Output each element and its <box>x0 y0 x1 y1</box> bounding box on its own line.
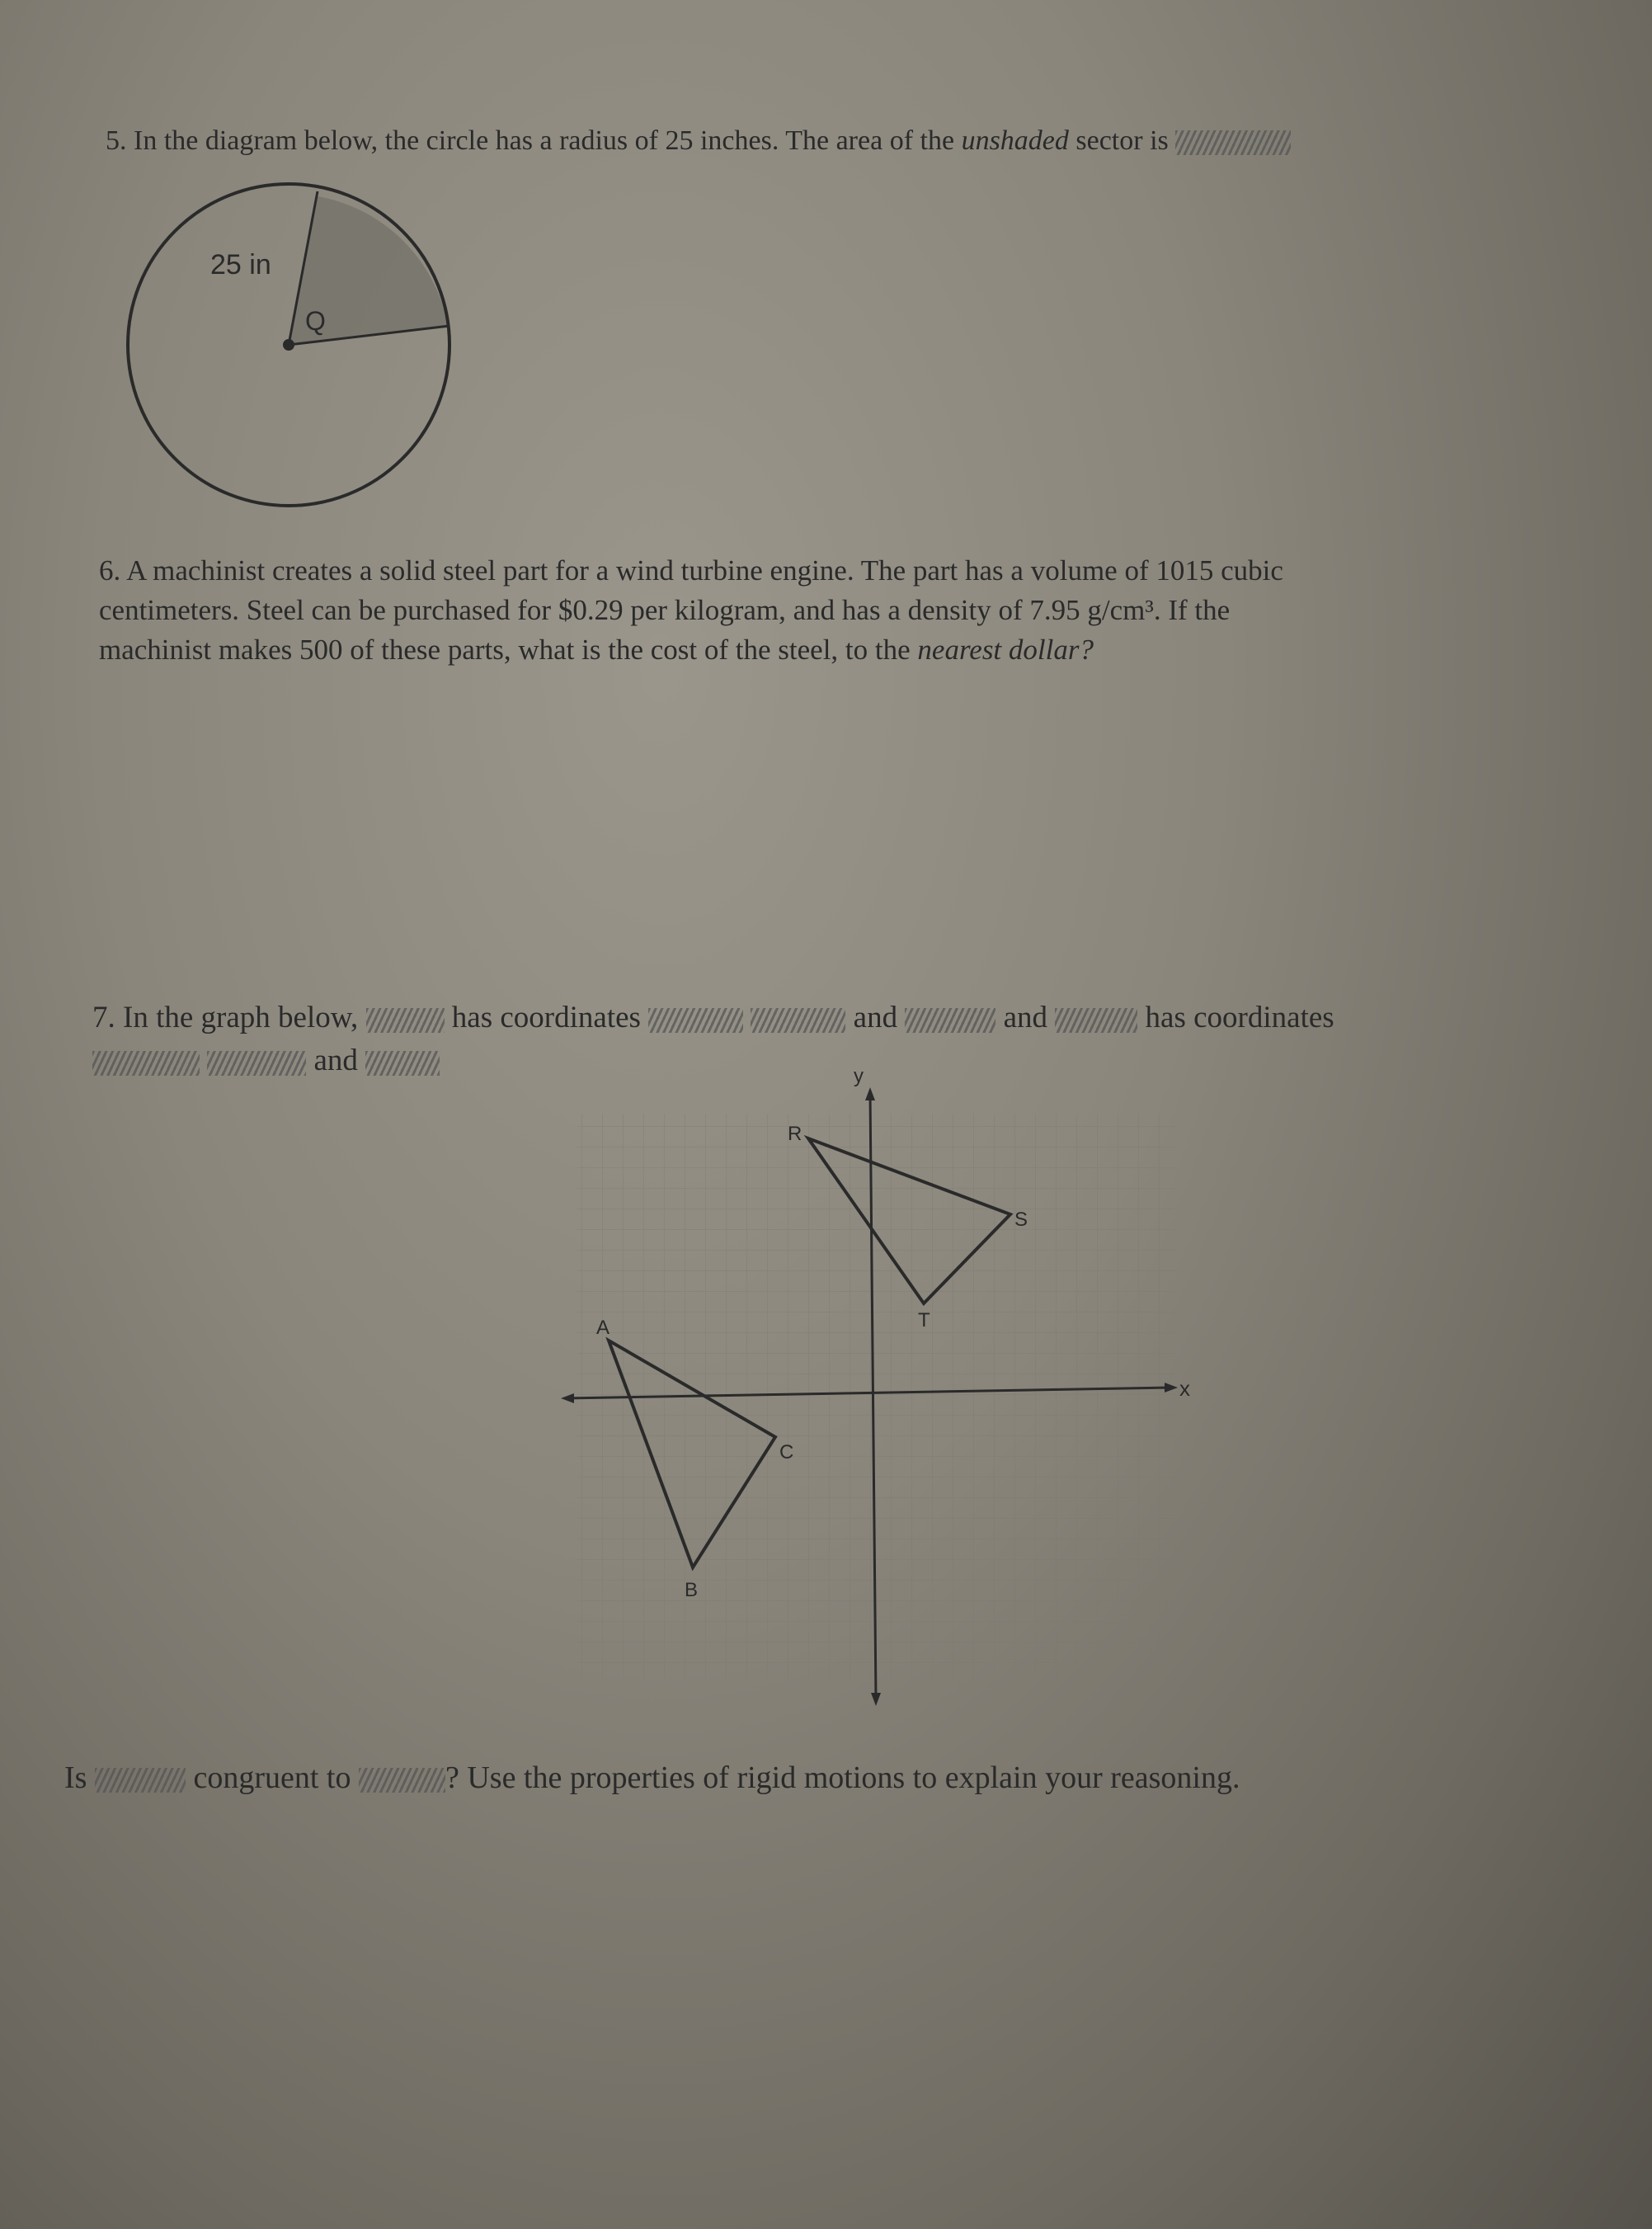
obscured-answer <box>1175 130 1291 155</box>
question-line-3: machinist makes 500 of these parts, what is the cost of the steel, to the <box>99 634 911 666</box>
obscured-triangle-name <box>95 1768 186 1793</box>
obscured-triangle-name <box>366 1008 445 1033</box>
question-text: has coordinates <box>1145 1001 1334 1034</box>
obscured-coordinate <box>751 1008 845 1033</box>
vertex-label-c: C <box>779 1441 794 1463</box>
question-text: Is <box>64 1760 87 1795</box>
obscured-triangle-name <box>359 1768 445 1793</box>
obscured-triangle-name <box>1055 1008 1137 1033</box>
question-number: 5. <box>106 125 127 156</box>
obscured-coordinate <box>92 1051 200 1076</box>
angle-label: Q <box>305 306 326 336</box>
obscured-coordinate <box>207 1051 306 1076</box>
x-axis-arrow-left <box>561 1393 574 1403</box>
question-text: and <box>1003 1001 1048 1034</box>
question-number: 7. <box>92 1001 115 1034</box>
obscured-coordinate <box>648 1008 743 1033</box>
circle-sector-diagram <box>115 181 462 511</box>
question-text-continued: sector is <box>1075 125 1169 156</box>
vertex-label-b: B <box>685 1579 699 1601</box>
y-axis-arrow-bottom <box>871 1693 881 1706</box>
radius-label: 25 in <box>210 249 271 280</box>
vertex-label-t: T <box>918 1309 930 1331</box>
coordinate-graph <box>561 1064 1204 1724</box>
question-text: In the diagram below, the circle has a radius of 25 inches. The area of the <box>134 125 955 156</box>
emphasis-text: nearest dollar? <box>917 634 1094 666</box>
vertex-label-s: S <box>1014 1209 1028 1231</box>
question-line-1: A machinist creates a solid steel part for a wind turbine engine. The part has a volume of 1015 cubic <box>126 554 1283 587</box>
question-text: and <box>853 1001 898 1034</box>
obscured-coordinate <box>905 1008 995 1033</box>
vertex-label-a: A <box>596 1317 610 1339</box>
question-text: ? Use the properties of rigid motions to explain your reasoning. <box>445 1760 1240 1795</box>
center-point <box>283 339 294 351</box>
y-axis-arrow-top <box>865 1087 875 1100</box>
question-text: has coordinates <box>451 1001 641 1034</box>
question-text: In the graph below, <box>123 1001 359 1034</box>
question-text: and <box>313 1044 358 1077</box>
question-7-prompt <box>64 1757 1240 1798</box>
question-text: congruent to <box>193 1760 351 1795</box>
emphasis-text: unshaded <box>961 125 1069 156</box>
question-number: 6. <box>99 554 121 587</box>
obscured-coordinate <box>365 1051 440 1076</box>
question-6-text <box>99 551 1283 670</box>
question-5-text <box>106 120 1291 162</box>
vertex-label-r: R <box>788 1123 802 1145</box>
y-axis-label: y <box>854 1065 864 1087</box>
x-axis-label: x <box>1179 1376 1190 1401</box>
question-line-2: centimeters. Steel can be purchased for $0.29 per kilogram, and has a density of 7.95 g/cm³. If the <box>99 594 1231 626</box>
